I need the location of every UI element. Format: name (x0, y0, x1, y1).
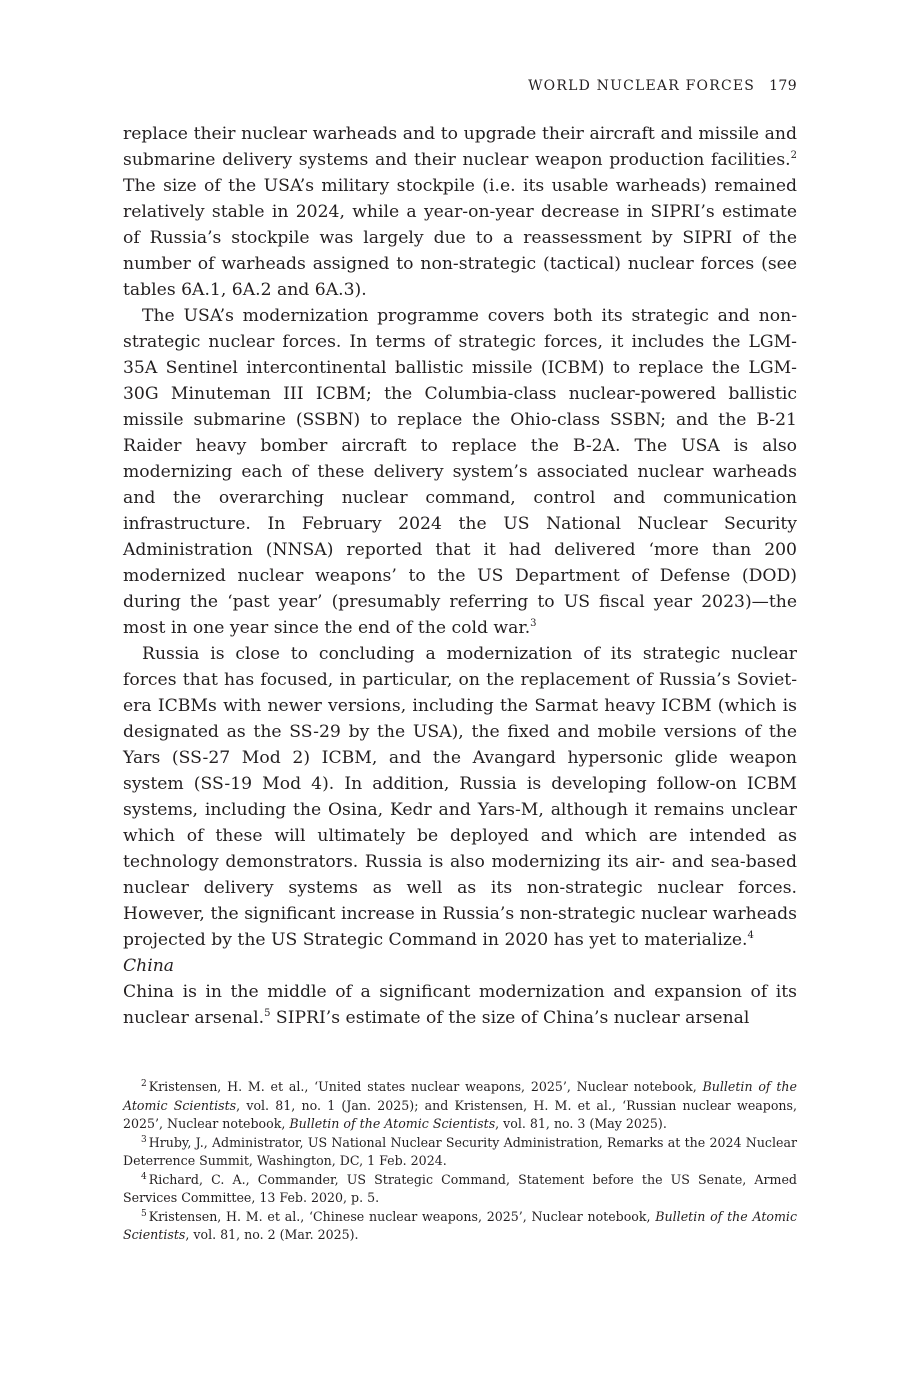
footnote-ref-3[interactable]: 3 (530, 618, 537, 629)
paragraph-2 (123, 303, 797, 641)
footnote-text: Richard, C. A., Commander, US Strategic Command, Statement before the US Senate, Armed Services Committee, 13 Feb. 2020, p. 5. (123, 1171, 797, 1205)
paragraph-3-text: Russia is close to concluding a modernization of its strategic nuclear forces that has focused, in particular, on the replacement of Russia’s Soviet-era ICBMs with newer versions, including the Sarmat heavy ICBM (which is designated as the SS-29 by the USA), the fixed and mobile versions of the Yars (SS-27 Mod 2) ICBM, and the Avangard hypersonic glide weapon system (SS-19 Mod 4). In addition, Russia is developing follow-on ICBM systems, including the Osina, Kedr and Yars-M, although it remains unclear which of these will ultimately be deployed and which are intended as technology demonstrators. Russia is also modernizing its air- and sea-based nuclear delivery systems as well as its non-strategic nuclear forces. However, the significant increase in Russia’s non-strategic nuclear warheads projected by the US Strategic Command in 2020 has yet to materialize. (123, 644, 797, 950)
footnote-number: 4 (141, 1171, 147, 1182)
footnote-text: Hruby, J., Administrator, US National Nuclear Security Administration, Remarks at the 2024 Nuclear Deterrence Summit, Washington, DC, 1 Feb. 2024. (123, 1134, 797, 1168)
paragraph-2-text: The USA’s modernization programme covers both its strategic and non-strategic nuclear forces. In terms of strategic forces, it includes the LGM-35A Sentinel intercontinental ballistic missile (ICBM) to replace the LGM-30G Minuteman III ICBM; the Columbia-class nuclear-powered ballistic missile submarine (SSBN) to replace the Ohio-class SSBN; and the B-21 Raider heavy bomber aircraft to replace the B-2A. The USA is also modernizing each of these delivery system’s associated nuclear warheads and the overarching nuclear command, control and communication infrastructure. In February 2024 the US National Nuclear Security Administration (NNSA) reported that it had delivered ‘more than 200 modernized nuclear weapons’ to the US Department of Defense (DOD) during the ‘past year’ (presumably referring to US fiscal year 2023)—the most in one year since the end of the cold war. (123, 306, 797, 638)
paragraph-4-text: China is in the middle of a significant modernization and expansion of its nuclear arsenal. (123, 982, 797, 1028)
running-header (528, 78, 797, 94)
footnote (123, 1078, 797, 1134)
footnote-number: 2 (141, 1079, 147, 1089)
footnote-ref-4[interactable]: 4 (747, 930, 754, 941)
footnote (123, 1171, 797, 1208)
page-number: 179 (769, 78, 797, 94)
footnote-ref-5[interactable]: 5 (264, 1008, 271, 1019)
paragraph-1 (123, 121, 797, 303)
footnote-journal-title: Bulletin of the Atomic Scientists (289, 1116, 496, 1131)
section-heading: China (123, 956, 175, 976)
paragraph-3 (123, 641, 797, 953)
paragraph-1-text: replace their nuclear warheads and to upgrade their aircraft and missile and submarine delivery systems and their nuclear weapon production facilities. (123, 124, 797, 170)
footnote-number: 3 (141, 1134, 147, 1145)
footnote-text: Kristensen, H. M. et al., ‘United states nuclear weapons, 2025’, Nuclear notebook, (148, 1079, 703, 1094)
footnote-text: , vol. 81, no. 2 (Mar. 2025). (185, 1227, 359, 1242)
footnote-journal-title: Bulletin of the Atomic Scientists (123, 1079, 797, 1113)
paragraph-4-continuation: SIPRI’s estimate of the size of China’s nuclear arsenal (270, 1008, 750, 1028)
footnotes (123, 1078, 797, 1245)
main-text (123, 121, 797, 1031)
footnote-text: , vol. 81, no. 1 (Jan. 2025); and Kristensen, H. M. et al., ‘Russian nuclear weapons, 2025’, Nuclear notebook, (123, 1097, 797, 1131)
footnote-text: Kristensen, H. M. et al., ‘Chinese nuclear weapons, 2025’, Nuclear notebook, (148, 1208, 656, 1224)
footnote (123, 1134, 797, 1171)
paragraph-4 (123, 979, 797, 1031)
footnote-journal-title: Bulletin of the Atomic Scientists (123, 1208, 797, 1242)
paragraph-1-continuation: The size of the USA’s military stockpile (i.e. its usable warheads) remained relatively stable in 2024, while a year-on-year decrease in SIPRI’s estimate of Russia’s stockpile was largely due to a reassessment by SIPRI of the number of warheads assigned to non-strategic (tactical) nuclear forces (see tables 6A.1, 6A.2 and 6A.3). (123, 176, 797, 300)
running-title: WORLD NUCLEAR FORCES (528, 78, 756, 94)
footnote-ref-2[interactable]: 2 (790, 150, 797, 161)
footnote (123, 1208, 797, 1245)
footnote-number: 5 (141, 1208, 147, 1219)
footnote-text: , vol. 81, no. 3 (May 2025). (495, 1116, 667, 1131)
